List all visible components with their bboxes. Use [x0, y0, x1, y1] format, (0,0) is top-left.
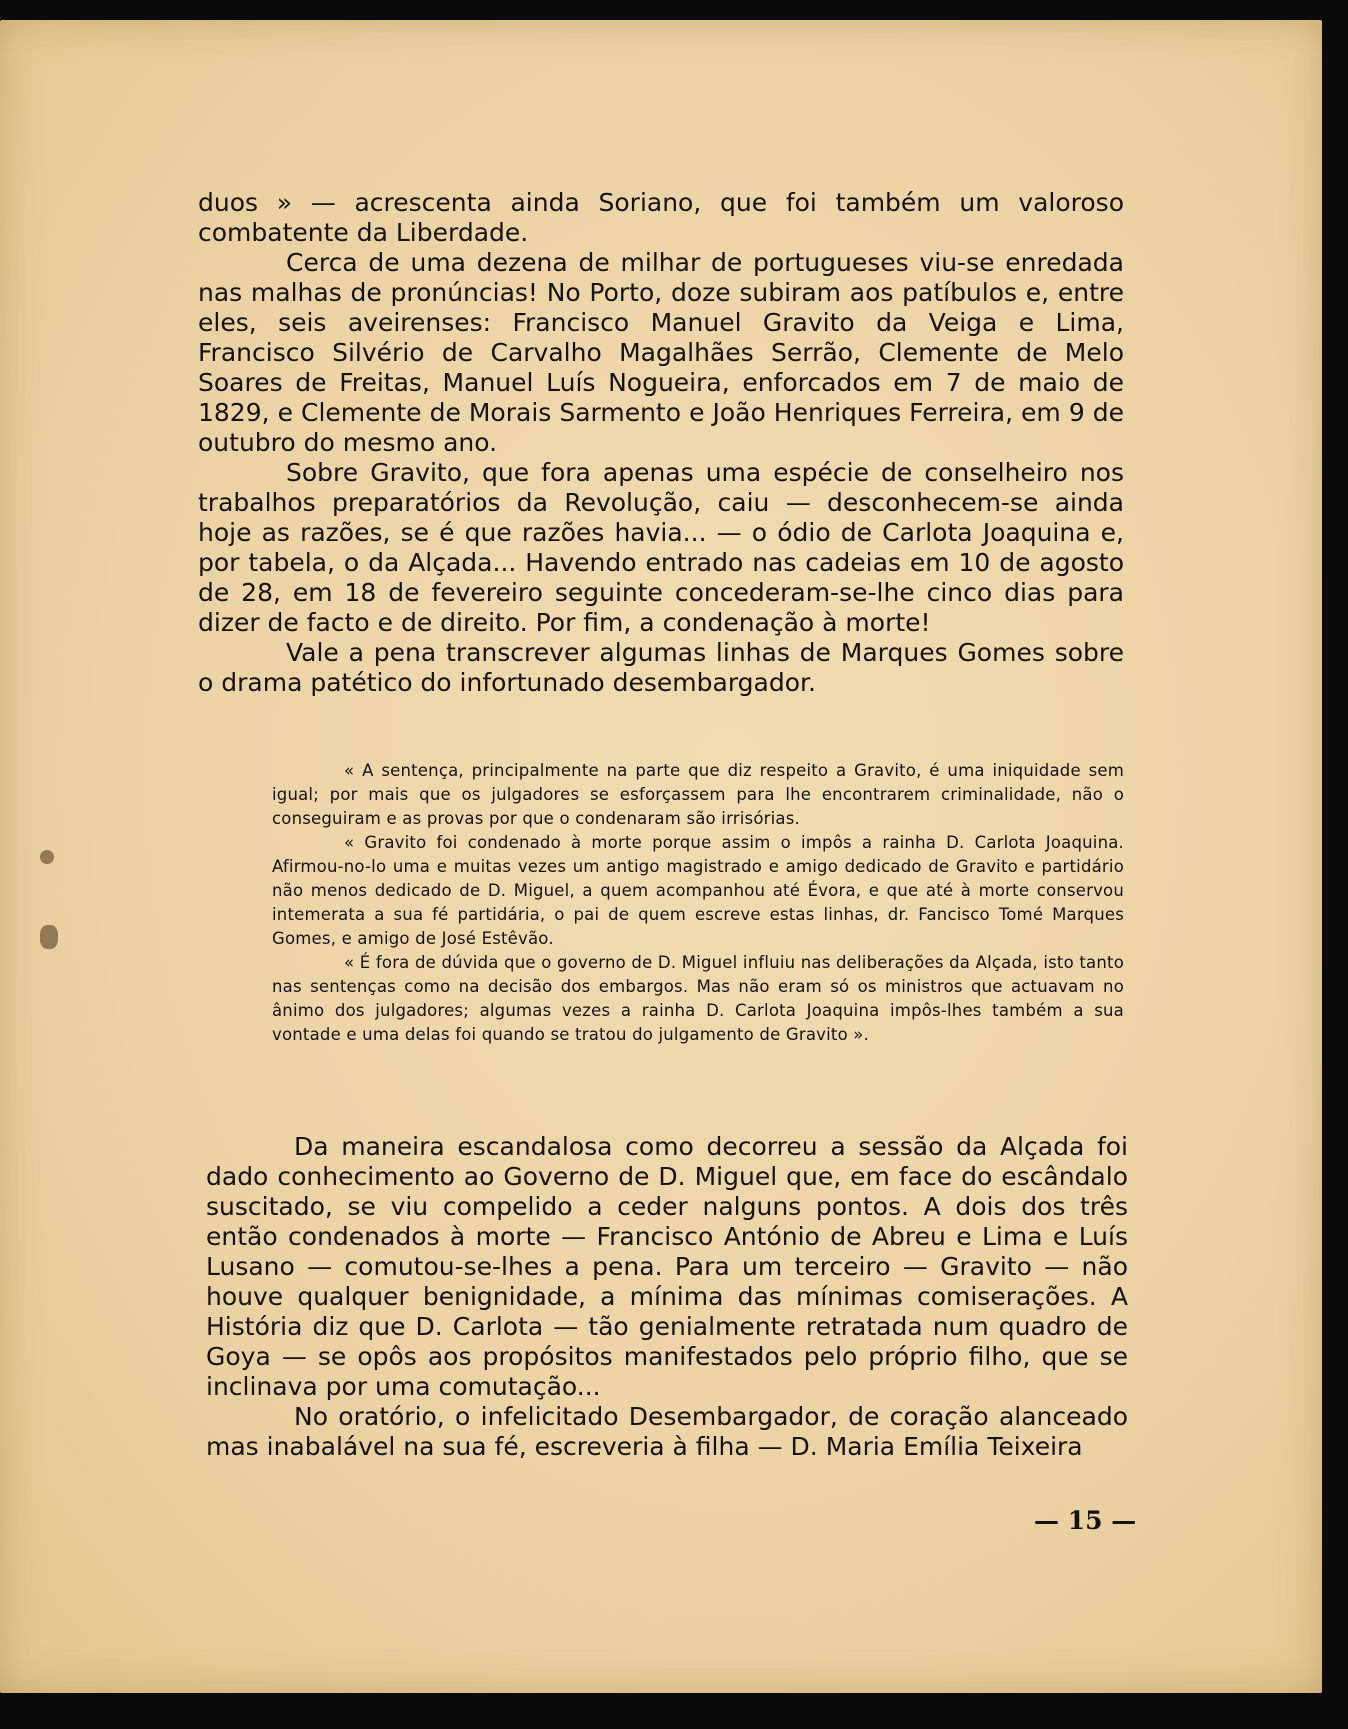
block-quote — [272, 759, 1124, 1047]
paragraph: No oratório, o infelicitado Desembargador, de coração alanceado mas inabalável na sua fé, escreveria à filha — D. Maria Emília Teixeira — [206, 1402, 1128, 1461]
body-text-bottom — [206, 1132, 1128, 1462]
paragraph: Da maneira escandalosa como decorreu a sessão da Alçada foi dado conhecimento ao Governo de D. Miguel que, em face do escândalo suscitado, se viu compelido a ceder nalguns pontos. A dois dos três então condenados à morte — Francisco António de Abreu e Lima e Luís Lusano — comutou-se-lhes a pena. Para um terceiro — Gravito — não houve qualquer benignidade, a mínima das mínimas comiserações. A História diz que D. Carlota — tão genialmente retratada num quadro de Goya — se opôs aos propósitos manifestados pelo próprio filho, que se inclinava por uma comutação... — [206, 1132, 1128, 1401]
quote-paragraph: « Gravito foi condenado à morte porque assim o impôs a rainha D. Carlota Joaquina. Afirmou-no-lo uma e muitas vezes um antigo magistrado e amigo dedicado de Gravito e partidário não menos dedicado de D. Miguel, a quem acompanhou até Évora, e que até à morte conservou intemerata a sua fé partidária, o pai de quem escreve estas linhas, dr. Fancisco Tomé Marques Gomes, e amigo de José Estêvão. — [272, 833, 1124, 948]
paragraph: duos » — acrescenta ainda Soriano, que foi também um valoroso combatente da Liberdade. — [198, 188, 1124, 247]
binding-hole-mark — [40, 925, 58, 949]
quote-paragraph: « A sentença, principalmente na parte que diz respeito a Gravito, é uma iniquidade sem igual; por mais que os julgadores se esforçassem para lhe encontrarem criminalidade, não o conseguiram e as provas por que o condenaram são irrisórias. — [272, 761, 1124, 828]
quote-paragraph: « É fora de dúvida que o governo de D. Miguel influiu nas deliberações da Alçada, isto tanto nas sentenças como na decisão dos embargos. Mas não eram só os ministros que actuavam no ânimo dos julgadores; algumas vezes a rainha D. Carlota Joaquina impôs-lhes também a sua vontade e uma delas foi quando se tratou do julgamento de Gravito ». — [272, 953, 1124, 1044]
binding-hole-mark — [40, 850, 54, 864]
page-number: — 15 — — [1034, 1506, 1137, 1535]
paragraph: Sobre Gravito, que fora apenas uma espécie de conselheiro nos trabalhos preparatórios da Revolução, caiu — desconhecem-se ainda hoje as razões, se é que razões havia... — o ódio de Carlota Joaquina e, por tabela, o da Alçada... Havendo entrado nas cadeias em 10 de agosto de 28, em 18 de fevereiro seguinte concederam-se-lhe cinco dias para dizer de facto e de direito. Por fim, a condenação à morte! — [198, 458, 1124, 637]
paragraph: Cerca de uma dezena de milhar de portugueses viu-se enredada nas malhas de pronúncias! No Porto, doze subiram aos patíbulos e, entre eles, seis aveirenses: Francisco Manuel Gravito da Veiga e Lima, Francisco Silvério de Carvalho Magalhães Serrão, Clemente de Melo Soares de Freitas, Manuel Luís Nogueira, enforcados em 7 de maio de 1829, e Clemente de Morais Sarmento e João Henriques Ferreira, em 9 de outubro do mesmo ano. — [198, 248, 1124, 457]
body-text-top — [198, 188, 1124, 698]
document-page — [0, 20, 1322, 1693]
paragraph: Vale a pena transcrever algumas linhas de Marques Gomes sobre o drama patético do infortunado desembargador. — [198, 638, 1124, 697]
